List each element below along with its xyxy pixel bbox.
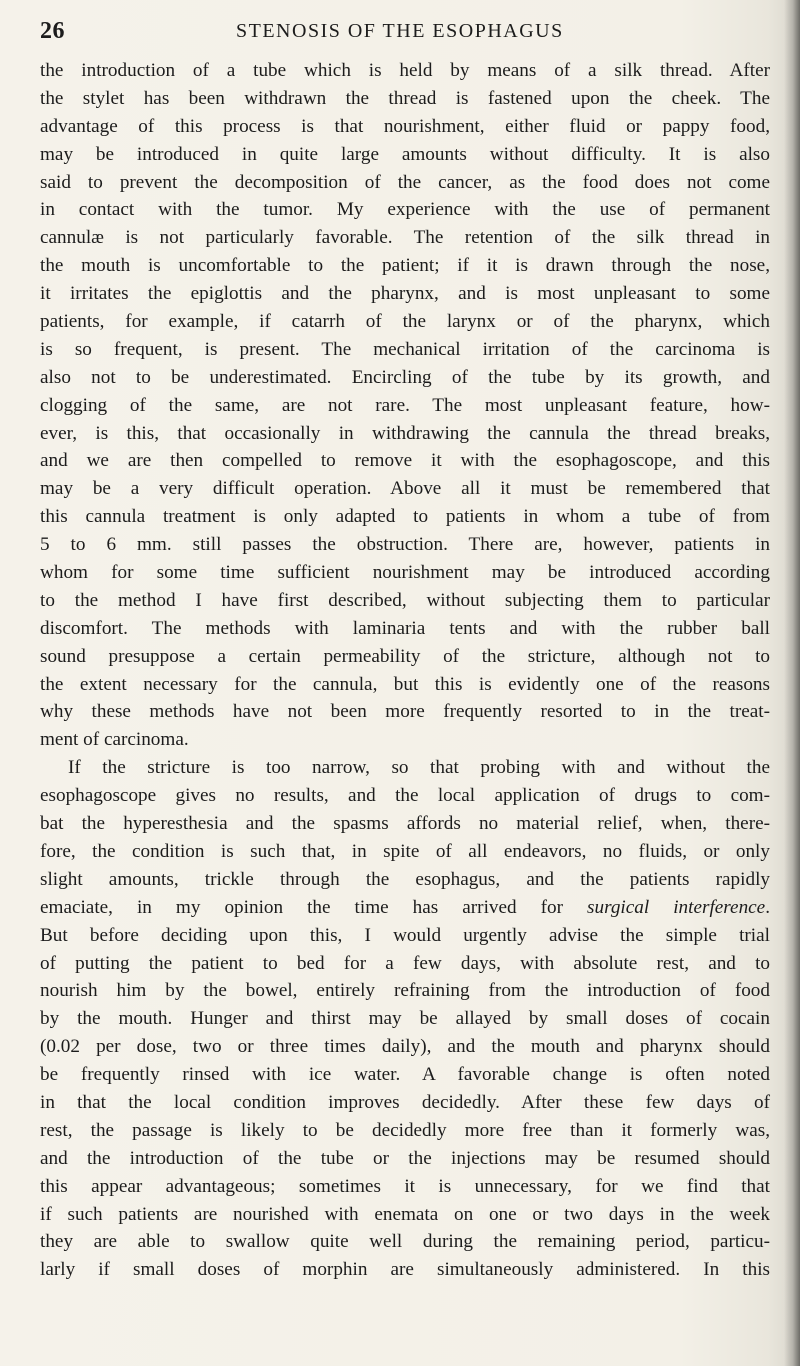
text-line: larly if small doses of morphin are simultaneously administered. In this bbox=[40, 1259, 770, 1281]
text-line: nourish him by the bowel, entirely refraining from the introduction of food bbox=[40, 980, 770, 1002]
text-line: if such patients are nourished with enemata on one or two days in the week bbox=[40, 1203, 770, 1225]
text-line: may be introduced in quite large amounts without difficulty. It is also bbox=[40, 143, 770, 165]
text-line: advantage of this process is that nourishment, either fluid or pappy food, bbox=[40, 115, 770, 137]
text-line: to the method I have first described, without subjecting them to particular bbox=[40, 589, 770, 611]
page-number: 26 bbox=[40, 18, 65, 44]
text-line: it irritates the epiglottis and the pharynx, and is most unpleasant to some bbox=[40, 283, 770, 305]
text-line: slight amounts, trickle through the esophagus, and the patients rapidly bbox=[40, 868, 770, 890]
text-line: the stylet has been withdrawn the thread is fastened upon the cheek. The bbox=[40, 87, 770, 109]
text-line: the mouth is uncomfortable to the patient; if it is drawn through the nose, bbox=[40, 255, 770, 277]
text-line: may be a very difficult operation. Above all it must be remembered that bbox=[40, 478, 770, 500]
body-text bbox=[40, 57, 770, 1284]
paragraph-end-line: ment of carcinoma. bbox=[40, 729, 189, 751]
text-line: this cannula treatment is only adapted to patients in whom a tube of from bbox=[40, 506, 770, 528]
text-line: clogging of the same, are not rare. The most unpleasant feature, how- bbox=[40, 394, 770, 416]
text-line-with-italic: emaciate, in my opinion the time has arrived for surgical interference. bbox=[40, 896, 770, 918]
running-title: STENOSIS OF THE ESOPHAGUS bbox=[236, 20, 564, 42]
text-line: patients, for example, if catarrh of the larynx or of the pharynx, which bbox=[40, 311, 770, 333]
page-edge-shadow bbox=[784, 0, 800, 1366]
text-line: also not to be underestimated. Encircling of the tube by its growth, and bbox=[40, 366, 770, 388]
text-line: sound presuppose a certain permeability of the stricture, although not to bbox=[40, 645, 770, 667]
text-line: and the introduction of the tube or the injections may be resumed should bbox=[40, 1147, 770, 1169]
text-line: bat the hyperesthesia and the spasms affords no material relief, when, there- bbox=[40, 813, 770, 835]
italic-phrase: surgical interference bbox=[587, 896, 766, 918]
text-line: of putting the patient to bed for a few days, with absolute rest, and to bbox=[40, 952, 770, 974]
page-header bbox=[40, 18, 770, 48]
text-line: be frequently rinsed with ice water. A favorable change is often noted bbox=[40, 1064, 770, 1086]
text-line: in that the local condition improves decidedly. After these few days of bbox=[40, 1091, 770, 1113]
text-line: said to prevent the decomposition of the cancer, as the food does not come bbox=[40, 171, 770, 193]
text-line: But before deciding upon this, I would urgently advise the simple trial bbox=[40, 924, 770, 946]
text-line: (0.02 per dose, two or three times daily), and the mouth and pharynx should bbox=[40, 1036, 770, 1058]
text-line: 5 to 6 mm. still passes the obstruction. There are, however, patients in bbox=[40, 534, 770, 556]
text-line: discomfort. The methods with laminaria tents and with the rubber ball bbox=[40, 617, 770, 639]
text-line: this appear advantageous; sometimes it is unnecessary, for we find that bbox=[40, 1175, 770, 1197]
text-line: fore, the condition is such that, in spite of all endeavors, no fluids, or only bbox=[40, 840, 770, 862]
text-line: rest, the passage is likely to be decidedly more free than it formerly was, bbox=[40, 1119, 770, 1141]
text-line: they are able to swallow quite well during the remaining period, particu- bbox=[40, 1231, 770, 1253]
text-line: the extent necessary for the cannula, but this is evidently one of the reasons bbox=[40, 673, 770, 695]
text-line: by the mouth. Hunger and thirst may be allayed by small doses of cocain bbox=[40, 1008, 770, 1030]
paragraph-start-line: If the stricture is too narrow, so that probing with and without the bbox=[68, 757, 770, 779]
text-line: ever, is this, that occasionally in withdrawing the cannula the thread breaks, bbox=[40, 422, 770, 444]
text-line: whom for some time sufficient nourishment may be introduced according bbox=[40, 562, 770, 584]
text-line: cannulæ is not particularly favorable. The retention of the silk thread in bbox=[40, 227, 770, 249]
text-line: the introduction of a tube which is held by means of a silk thread. After bbox=[40, 60, 770, 81]
text-line: why these methods have not been more frequently resorted to in the treat- bbox=[40, 701, 770, 723]
text-line: esophagoscope gives no results, and the local application of drugs to com- bbox=[40, 785, 770, 807]
text-line: is so frequent, is present. The mechanical irritation of the carcinoma is bbox=[40, 338, 770, 360]
text-line: and we are then compelled to remove it with the esophagoscope, and this bbox=[40, 450, 770, 472]
text-line: in contact with the tumor. My experience with the use of permanent bbox=[40, 199, 770, 221]
